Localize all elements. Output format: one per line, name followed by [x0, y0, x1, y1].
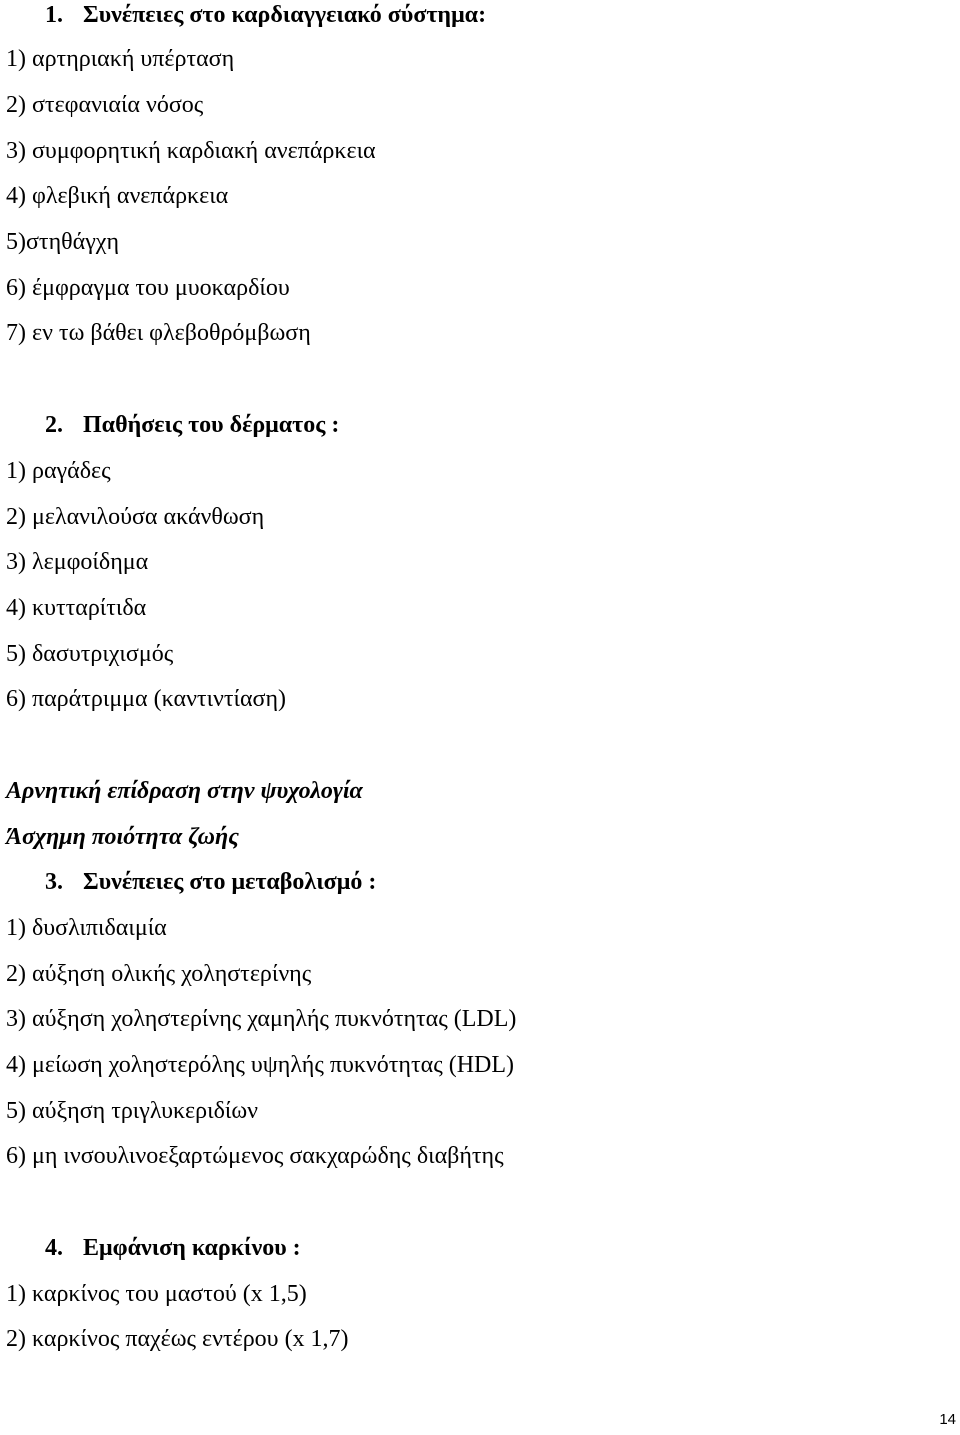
list-item: 1) καρκίνος του μαστού (x 1,5) [6, 1281, 307, 1307]
section-title: Συνέπειες στο μεταβολισμό : [83, 869, 377, 895]
list-item: 6) μη ινσουλινοεξαρτώμενος σακχαρώδης διαβήτης [6, 1143, 504, 1169]
section-number: 4. [45, 1235, 63, 1261]
list-item: 1) ραγάδες [6, 458, 111, 484]
list-item: 3) λεμφοίδημα [6, 549, 149, 575]
emphasis-line: Αρνητική επίδραση στην ψυχολογία [6, 778, 363, 804]
emphasis-line: Άσχημη ποιότητα ζωής [6, 824, 239, 850]
section-title: Συνέπειες στο καρδιαγγειακό σύστημα: [83, 2, 487, 28]
section-title: Εμφάνιση καρκίνου : [83, 1235, 301, 1261]
section-number: 1. [45, 2, 63, 28]
section-1-heading [45, 0, 486, 30]
list-item: 7) εν τω βάθει φλεβοθρόμβωση [6, 320, 311, 346]
list-item: 6) έμφραγμα του μυοκαρδίου [6, 275, 290, 301]
list-item: 5)στηθάγχη [6, 229, 120, 255]
list-item: 3) αύξηση χοληστερίνης χαμηλής πυκνότητας (LDL) [6, 1006, 517, 1032]
list-item: 4) μείωση χοληστερόλης υψηλής πυκνότητας (HDL) [6, 1052, 515, 1078]
list-item: 2) στεφανιαία νόσος [6, 92, 204, 118]
section-4-heading [45, 1233, 301, 1263]
list-item: 1) δυσλιπιδαιμία [6, 915, 167, 941]
page-number: 14 [939, 1411, 956, 1428]
list-item: 1) αρτηριακή υπέρταση [6, 46, 235, 72]
section-2-heading [45, 410, 339, 440]
section-number: 2. [45, 412, 63, 438]
section-3-heading [45, 867, 376, 897]
list-item: 6) παράτριμμα (καντιντίαση) [6, 686, 287, 712]
list-item: 2) μελανιλούσα ακάνθωση [6, 504, 265, 530]
section-title: Παθήσεις του δέρματος : [83, 412, 340, 438]
list-item: 2) καρκίνος παχέως εντέρου (x 1,7) [6, 1326, 349, 1352]
list-item: 4) φλεβική ανεπάρκεια [6, 183, 229, 209]
list-item: 5) δασυτριχισμός [6, 641, 174, 667]
list-item: 3) συμφορητική καρδιακή ανεπάρκεια [6, 138, 376, 164]
list-item: 2) αύξηση ολικής χοληστερίνης [6, 961, 312, 987]
list-item: 5) αύξηση τριγλυκεριδίων [6, 1098, 258, 1124]
section-number: 3. [45, 869, 63, 895]
list-item: 4) κυτταρίτιδα [6, 595, 147, 621]
